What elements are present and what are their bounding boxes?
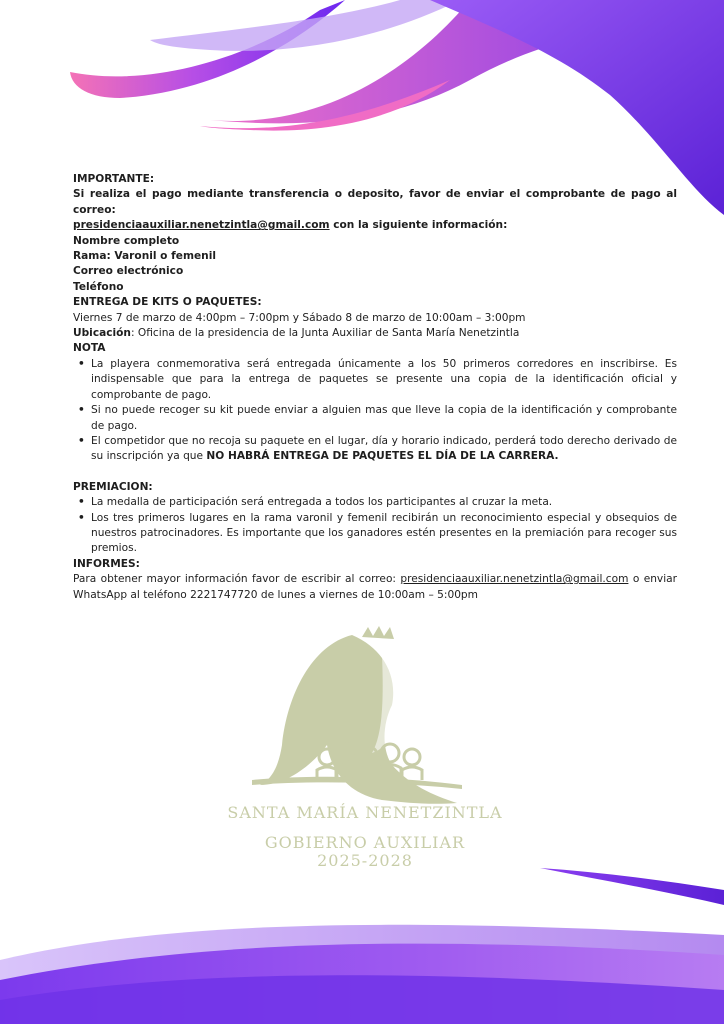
importante-line: Si realiza el pago mediante transferencia o deposito, favor de enviar el comprobante de pago al correo: xyxy=(73,188,677,216)
entrega-heading: ENTREGA DE KITS O PAQUETES: xyxy=(73,296,262,309)
entrega-schedule: Viernes 7 de marzo de 4:00pm – 7:00pm y Sábado 8 de marzo de 10:00am – 3:00pm xyxy=(73,311,526,324)
contact-email-link[interactable]: presidenciaauxiliar.nenetzintla@gmail.com xyxy=(73,219,330,232)
premiacion-bullet-1: • La medalla de participación será entregada a todos los participantes al cruzar la meta. xyxy=(91,495,677,510)
informes-text-after: o enviar WhatsApp al teléfono 2221747720 de lunes a viernes de 10:00am – 5:00pm xyxy=(73,573,677,601)
logo-years: 2025-2028 xyxy=(317,851,413,870)
premiacion-list xyxy=(73,495,677,557)
logo-subtitle: GOBIERNO AUXILIAR xyxy=(264,833,466,852)
informes-email-link[interactable]: presidenciaauxiliar.nenetzintla@gmail.com xyxy=(400,573,629,586)
logo-title: SANTA MARÍA NENETZINTLA xyxy=(227,803,503,822)
field-correo: Correo electrónico xyxy=(73,265,184,278)
nota-list xyxy=(73,357,677,465)
nota-heading: NOTA xyxy=(73,342,106,355)
field-telefono: Teléfono xyxy=(73,280,124,293)
importante-heading: IMPORTANTE: xyxy=(73,173,155,185)
location-label: Ubicación xyxy=(73,327,131,340)
nota-bullet-2: • Si no puede recoger su kit puede enviar a alguien mas que lleve la copia de la identificación y comprobante de pago. xyxy=(91,403,677,434)
location-text: : Oficina de la presidencia de la Junta Auxiliar de Santa María Nenetzintla xyxy=(130,327,520,340)
nota-bullet-1: • La playera conmemorativa será entregada únicamente a los 50 primeros corredores en inscribirse. Es indispensable que para la entrega de paquetes se presente una copia de la identificación oficial y comprobante de pago. xyxy=(91,357,677,403)
premiacion-heading: PREMIACION: xyxy=(73,480,153,493)
premiacion-bullet-2: • Los tres primeros lugares en la rama varonil y femenil recibirán un reconocimiento especial y obsequios de nuestros patrocinadores. Es importante que los ganadores estén presentes en la premiación para recoger sus premios. xyxy=(91,511,677,557)
nota-bullet-3 xyxy=(91,434,677,465)
nota-bullet-3-bold: NO HABRÁ ENTREGA DE PAQUETES EL DÍA DE LA CARRERA. xyxy=(206,450,559,463)
document-body xyxy=(73,172,677,603)
nota-bullet-3-text: El competidor que no recoja su paquete en el lugar, día y horario indicado, perderá todo derecho derivado de su inscripción ya que xyxy=(91,434,677,463)
importante-after-email: con la siguiente información: xyxy=(329,219,508,232)
informes-text-before: Para obtener mayor información favor de escribir al correo: xyxy=(73,573,401,586)
informes-heading: INFORMES: xyxy=(73,557,140,570)
field-rama: Rama: Varonil o femenil xyxy=(73,250,216,263)
field-nombre: Nombre completo xyxy=(73,234,180,247)
